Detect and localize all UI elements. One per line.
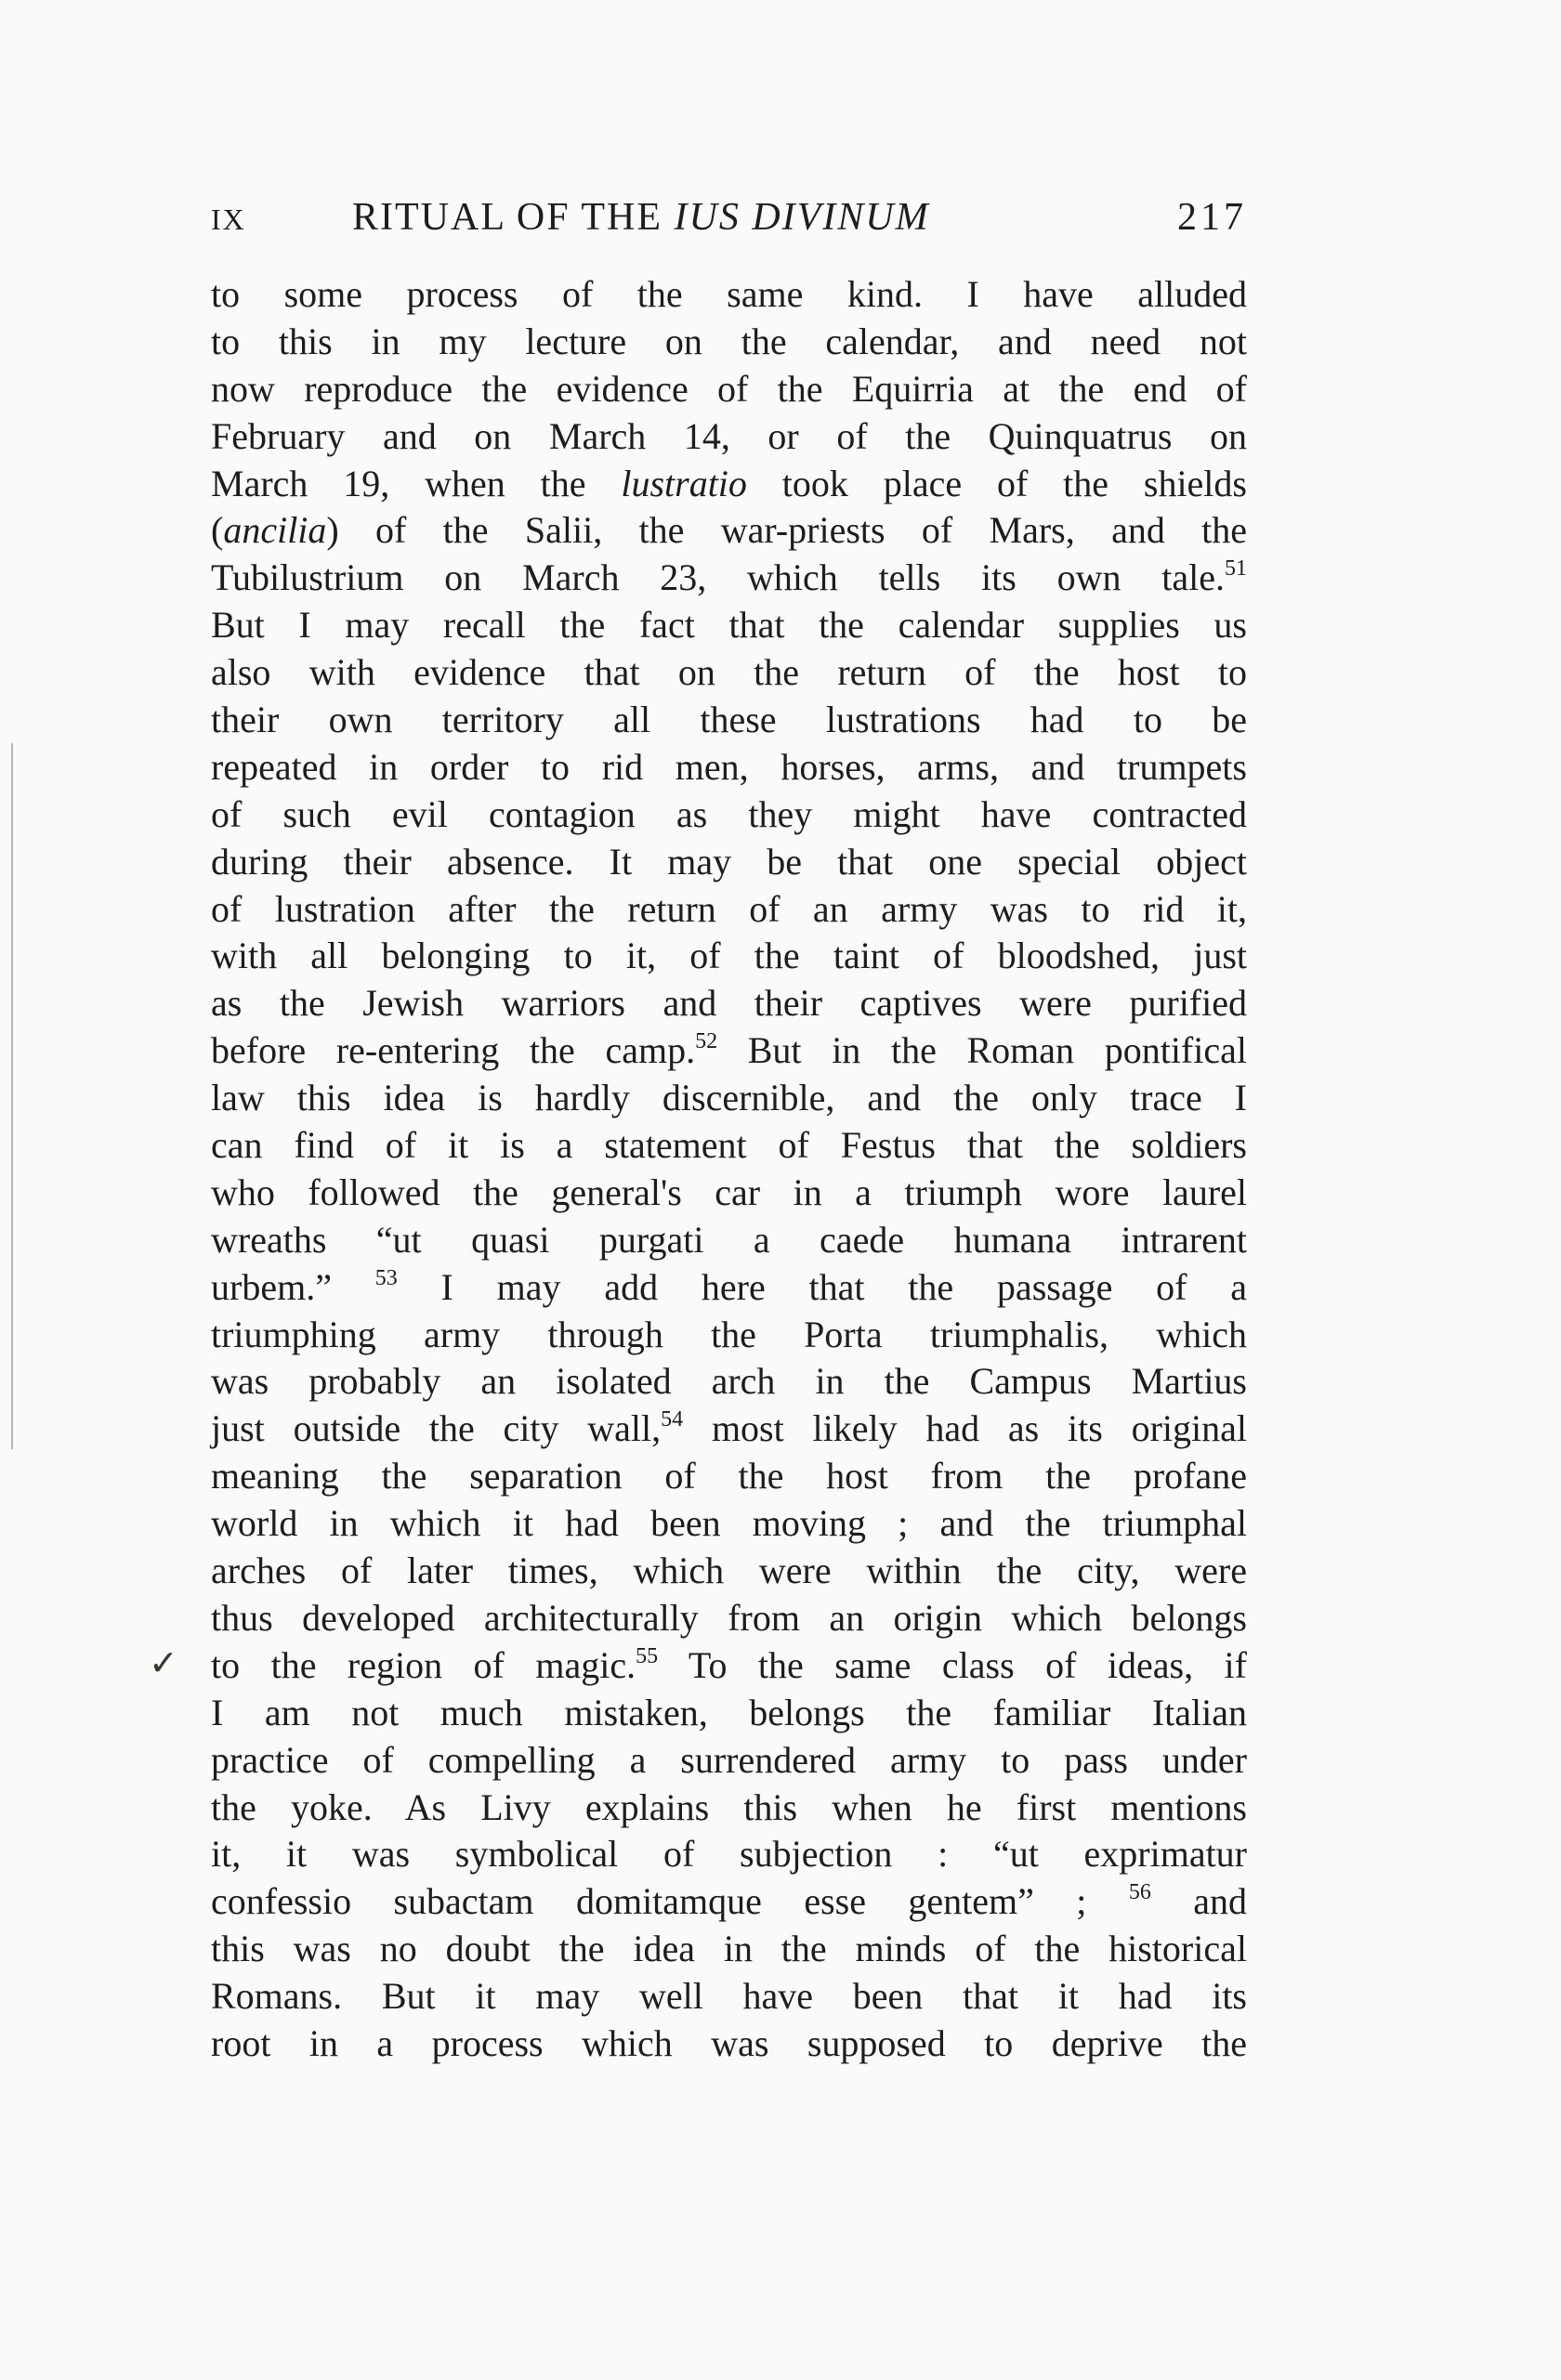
text-run: can find of it is a statement of Festus that the soldiers xyxy=(211,1124,1247,1167)
text-run: I may add here that the passage of a xyxy=(397,1265,1247,1308)
text-line xyxy=(211,980,1247,1027)
chapter-number: IX xyxy=(211,203,246,236)
text-run: February and on March 14, or of the Quinquatrus on xyxy=(211,414,1247,457)
text-run: as the Jewish warriors and their captives were purified xyxy=(211,982,1247,1025)
text-run: Romans. But it may well have been that it had its xyxy=(211,1975,1247,2018)
text-line xyxy=(211,886,1247,934)
text-line xyxy=(211,1785,1247,1832)
text-line xyxy=(211,1690,1247,1737)
margin-check-mark: ✓ xyxy=(149,1644,178,1683)
text-line xyxy=(211,1642,1247,1690)
text-line xyxy=(211,271,1247,319)
running-title-roman: RITUAL OF THE xyxy=(352,196,675,239)
text-line xyxy=(211,2020,1247,2068)
text-run: March 19, when the xyxy=(211,462,622,504)
text-run: before re-entering the camp. xyxy=(211,1029,696,1072)
body-text xyxy=(211,271,1247,2068)
text-line xyxy=(211,1264,1247,1312)
text-line xyxy=(211,1548,1247,1595)
text-run: But I may recall the fact that the calendar supplies us xyxy=(211,604,1247,647)
text-line xyxy=(211,933,1247,980)
text-line xyxy=(211,555,1247,602)
text-run: Tubilustrium on March 23, which tells its own tale. xyxy=(211,556,1225,599)
footnote-ref: 51 xyxy=(1225,556,1247,582)
text-run: of lustration after the return of an army was to rid it, xyxy=(211,887,1247,930)
text-line xyxy=(211,1358,1247,1406)
text-run: just outside the city wall, xyxy=(211,1407,662,1450)
footnote-ref: 54 xyxy=(661,1407,684,1432)
text-line xyxy=(211,1406,1247,1453)
text-line xyxy=(211,1027,1247,1075)
text-run: ( xyxy=(211,509,224,552)
text-line xyxy=(211,1737,1247,1785)
italic-term: ancilia xyxy=(223,509,327,552)
text-line xyxy=(211,1500,1247,1548)
text-run: who followed the general's car in a triumph wore laurel xyxy=(211,1170,1247,1213)
text-run: confessio subactam domitamque esse gentem” ; xyxy=(211,1880,1129,1923)
text-run: took place of the shields xyxy=(746,462,1247,504)
text-line xyxy=(211,1075,1247,1122)
text-line xyxy=(211,744,1247,791)
text-run: thus developed architecturally from an origin which belongs xyxy=(211,1596,1247,1639)
text-run: most likely had as its original xyxy=(683,1407,1247,1450)
text-line xyxy=(211,1453,1247,1500)
text-run: to the region of magic. xyxy=(211,1643,636,1686)
text-line xyxy=(211,366,1247,413)
text-line xyxy=(211,319,1247,366)
footnote-ref: 52 xyxy=(695,1029,718,1054)
text-run: practice of compelling a surrendered army to pass under xyxy=(211,1738,1247,1781)
text-run: urbem.” xyxy=(211,1265,375,1308)
text-run: now reproduce the evidence of the Equirria at the end of xyxy=(211,367,1247,410)
text-run: was probably an isolated arch in the Campus Martius xyxy=(211,1360,1247,1403)
text-line xyxy=(211,1122,1247,1170)
text-run: repeated in order to rid men, horses, arms, and trumpets xyxy=(211,745,1247,788)
text-run: wreaths “ut quasi purgati a caede humana intrarent xyxy=(211,1218,1247,1261)
text-run: world in which it had been moving ; and the triumphal xyxy=(211,1502,1247,1545)
text-line xyxy=(211,1595,1247,1642)
text-run: of such evil contagion as they might have contracted xyxy=(211,792,1247,835)
text-line xyxy=(211,839,1247,886)
running-head xyxy=(211,195,1247,251)
text-line xyxy=(211,1878,1247,1926)
text-run: this was no doubt the idea in the minds of the historical xyxy=(211,1928,1247,1970)
text-run: and xyxy=(1150,1880,1247,1923)
text-run: I am not much mistaken, belongs the familiar Italian xyxy=(211,1691,1247,1733)
footnote-ref: 53 xyxy=(374,1265,398,1290)
text-line xyxy=(211,413,1247,461)
text-line xyxy=(211,1973,1247,2020)
text-run: it, it was symbolical of subjection : “ut exprimatur xyxy=(211,1833,1247,1876)
footnote-ref: 55 xyxy=(636,1643,659,1668)
running-title xyxy=(352,195,930,240)
text-line xyxy=(211,507,1247,555)
text-line xyxy=(211,461,1247,508)
text-run: during their absence. It may be that one special object xyxy=(211,840,1247,883)
text-run: To the same class of ideas, if xyxy=(658,1643,1247,1686)
text-run: But in the Roman pontifical xyxy=(717,1029,1247,1072)
text-run: their own territory all these lustrations had to be xyxy=(211,699,1247,741)
text-line xyxy=(211,1831,1247,1878)
text-line xyxy=(211,1217,1247,1264)
text-run: with all belonging to it, of the taint of bloodshed, just xyxy=(211,935,1247,977)
text-run: ) of the Salii, the war-priests of Mars, and the xyxy=(326,509,1247,552)
text-run: arches of later times, which were within the city, were xyxy=(211,1550,1247,1592)
footnote-ref: 56 xyxy=(1128,1880,1151,1905)
text-run: triumphing army through the Porta triumphalis, which xyxy=(211,1313,1247,1355)
text-line xyxy=(211,1312,1247,1359)
text-line xyxy=(211,649,1247,697)
running-title-italic: IUS DIVINUM xyxy=(674,196,930,239)
scan-gutter-shadow xyxy=(11,743,13,1449)
text-run: to this in my lecture on the calendar, and need not xyxy=(211,320,1247,362)
text-run: also with evidence that on the return of the host to xyxy=(211,651,1247,694)
page-number: 217 xyxy=(1177,196,1247,239)
text-line xyxy=(211,697,1247,744)
text-run: the yoke. As Livy explains this when he first mentions xyxy=(211,1785,1247,1828)
text-run: root in a process which was supposed to deprive the xyxy=(211,2021,1247,2064)
text-line xyxy=(211,602,1247,649)
italic-term: lustratio xyxy=(621,462,747,504)
text-run: meaning the separation of the host from the profane xyxy=(211,1455,1247,1497)
text-run: law this idea is hardly discernible, and the only trace I xyxy=(211,1077,1247,1119)
text-line xyxy=(211,791,1247,839)
text-line xyxy=(211,1170,1247,1217)
text-run: to some process of the same kind. I have alluded xyxy=(211,273,1247,315)
text-line xyxy=(211,1926,1247,1973)
